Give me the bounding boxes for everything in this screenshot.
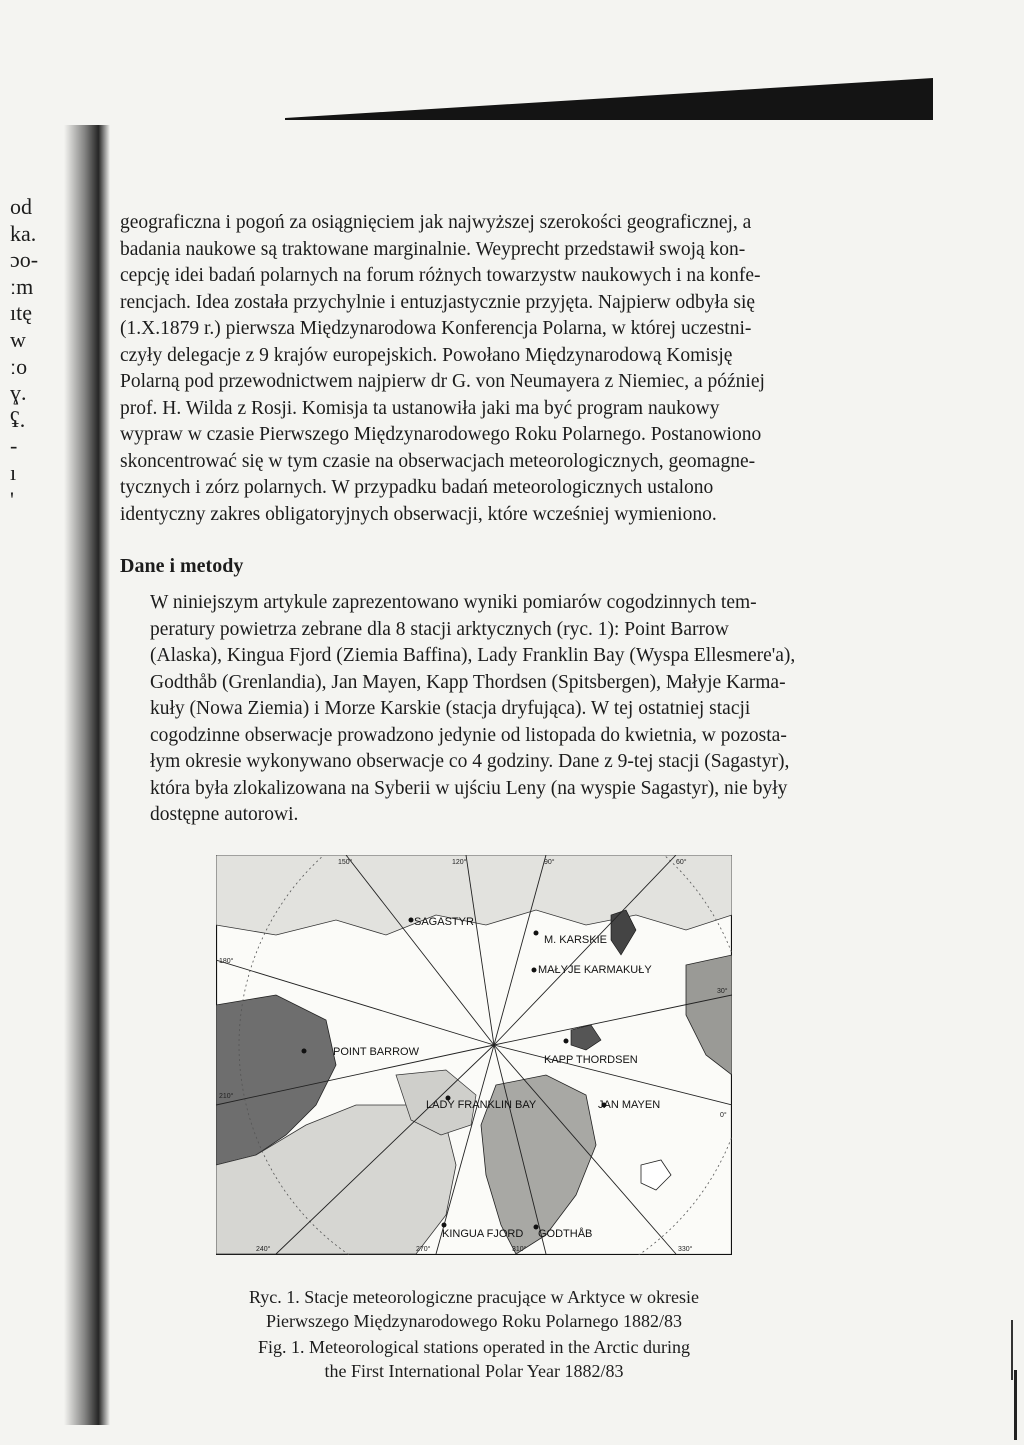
paragraph-data-methods: [120, 590, 865, 829]
margin-fragment: ıtę: [10, 300, 32, 326]
tick-label-60: 60°: [676, 859, 687, 866]
paragraph-intro: [120, 210, 865, 528]
text-line: skoncentrować się w tym czasie na obserwacjach meteorologicznych, geomagne-: [120, 450, 756, 472]
tick-label-310: 310°: [512, 1246, 527, 1253]
text-line: badania naukowe są traktowane marginalnie. Weyprecht przedstawił swoją kon-: [120, 238, 746, 260]
section-heading: Dane i metody: [120, 555, 244, 577]
tick-label-210: 210°: [219, 1093, 234, 1100]
margin-fragment: ɔo-: [10, 247, 39, 273]
margin-fragment: ːo: [10, 353, 28, 379]
station-label-lady-franklin-bay: LADY FRANKLIN BAY: [426, 1099, 537, 1111]
text-line: Godthåb (Grenlandia), Jan Mayen, Kapp Thordsen (Spitsbergen), Małyje Karma-: [150, 671, 786, 693]
station-label-malyje-karmakuly: MAŁYJE KARMAKUŁY: [538, 964, 652, 976]
left-margin-fragments: [10, 194, 62, 513]
text-line: peratury powietrza zebrane dla 8 stacji arktycznych (ryc. 1): Point Barrow: [150, 618, 729, 640]
station-label-kingua-fjord: KINGUA FJORD: [442, 1228, 524, 1240]
caption-line: Pierwszego Międzynarodowego Roku Polarnego 1882/83: [266, 1311, 682, 1331]
text-line: W niniejszym artykule zaprezentowano wyniki pomiarów cogodzinnych tem-: [150, 592, 757, 613]
text-line: czyły delegacje z 9 krajów europejskich. Powołano Międzynarodową Komisję: [120, 344, 733, 366]
station-label-m-karskie: M. KARSKIE: [544, 934, 607, 946]
margin-fragment: ʢ.: [10, 406, 26, 432]
tick-label-240: 240°: [256, 1246, 271, 1253]
tick-label-120: 120°: [452, 859, 467, 866]
tick-label-0: 0°: [720, 1112, 727, 1119]
margin-fragment: od: [10, 194, 32, 219]
text-line: cogodzinne obserwacje prowadzono jedynie od listopada do kwietnia, w pozosta-: [150, 724, 787, 746]
text-line: która była zlokalizowana na Syberii w ujściu Leny (na wyspie Sagastyr), nie były: [150, 777, 788, 799]
margin-fragment: w: [10, 326, 26, 352]
station-label-jan-mayen: JAN MAYEN: [598, 1099, 661, 1111]
tick-label-30: 30°: [717, 988, 728, 995]
text-line: dostępne autorowi.: [150, 804, 299, 825]
margin-fragment: ı: [10, 459, 17, 485]
text-line: wypraw w czasie Pierwszego Międzynarodowego Roku Polarnego. Postanowiono: [120, 424, 762, 445]
figure-caption-english: [216, 1335, 732, 1383]
book-spine-shadow: [64, 125, 110, 1425]
scan-edge-marks: [1008, 1320, 1018, 1440]
station-label-kapp-thordsen: KAPP THORDSEN: [544, 1054, 638, 1066]
tick-label-330: 330°: [678, 1246, 693, 1253]
text-line: (Alaska), Kingua Fjord (Ziemia Baffina), Lady Franklin Bay (Wyspa Ellesmere'a),: [150, 645, 796, 666]
text-line: (1.X.1879 r.) pierwsza Międzynarodowa Konferencja Polarna, w której uczestni-: [120, 318, 752, 339]
page-edge-shadow: [285, 76, 933, 120]
tick-label-180: 180°: [219, 958, 234, 965]
margin-fragment: ': [10, 486, 14, 512]
caption-line: Fig. 1. Meteorological stations operated in the Arctic during: [258, 1337, 690, 1357]
arctic-stations-map: [216, 855, 732, 1255]
text-line: geograficzna i pogoń za osiągnięciem jak najwyższej szerokości geograficznej, a: [120, 212, 752, 233]
station-label-point-barrow: POINT BARROW: [333, 1046, 419, 1058]
text-line: kuły (Nowa Ziemia) i Morze Karskie (stacja dryfująca). W tej ostatniej stacji: [150, 698, 751, 719]
text-line: rencjach. Idea została przychylnie i entuzjastycznie przyjęta. Najpierw odbyła się: [120, 291, 756, 313]
caption-line: Ryc. 1. Stacje meteorologiczne pracujące w Arktyce w okresie: [248, 1287, 700, 1307]
text-line: Polarną pod przewodnictwem najpierw dr G. von Neumayera z Niemiec, a później: [120, 371, 765, 392]
text-line: identyczny zakres obligatoryjnych obserwacji, które wcześniej wymieniono.: [120, 503, 717, 525]
station-label-godthab: GODTHÅB: [538, 1228, 593, 1240]
text-line: tycznych i zórz polarnych. W przypadku badań meteorologicznych ustalono: [120, 477, 714, 498]
margin-fragment: ɣ.: [10, 380, 27, 406]
text-line: łym okresie wykonywano obserwacje co 4 godziny. Dane z 9-tej stacji (Sagastyr),: [150, 751, 790, 772]
text-line: prof. H. Wilda z Rosji. Komisja ta ustanowiła jaki ma być program naukowy: [120, 397, 720, 419]
margin-fragment: ka.: [10, 220, 37, 246]
tick-label-270: 270°: [416, 1246, 431, 1253]
tick-label-150: 150°: [338, 859, 353, 866]
tick-label-90: 90°: [544, 859, 555, 866]
caption-line: the First International Polar Year 1882/83: [324, 1361, 624, 1381]
figure-caption-polish: [216, 1285, 732, 1333]
text-line: cepcję idei badań polarnych na forum różnych towarzystw naukowych i na konfe-: [120, 265, 761, 286]
margin-fragment: ːm: [10, 273, 34, 299]
margin-fragment: -: [10, 433, 18, 459]
station-label-sagastyr: SAGASTYR: [414, 916, 474, 928]
